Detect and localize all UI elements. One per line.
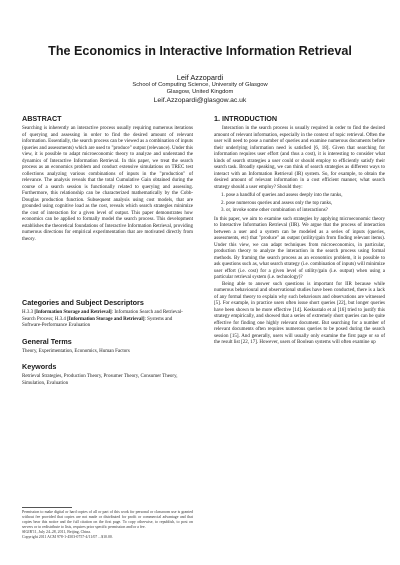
author-email[interactable]: Leif.Azzopardi@glasgow.ac.uk <box>153 96 247 104</box>
author-location: Glasgow, United Kingdom <box>166 89 234 96</box>
intro-paragraph-1: Interaction in the search process is usually required in order to find the desired amount of relevant information, especially in the context of topic retrieval. Often the user will need to pose a number of queries and examine numerous documents before their underlying information need is satisfied [6, 18]. Given that searching for information requires user effort (and thus a cost), it is interesting to consider what kinds of search strategies a user could or should employ to efficiently satisfy their search task. Broadly speaking, we can think of search strategies as different ways to interact with an Information Retrieval (IR) system. So, for example, to obtain the desired amount of relevant information in a cost efficient manner, what search strategy should a user employ? Should they: <box>214 126 385 190</box>
list-item: 1. pose a handful of queries and assess deeply into the ranks, <box>226 193 385 200</box>
general-terms-text: Theory, Experimentation, Economics, Human Factors <box>22 349 130 354</box>
categories-text: H.3.3 [Information Storage and Retrieval]: Information Search and Retrieval-Search Process; H.3.4 [Information Storage and Retrieval]: Systems and Software-Performance Evaluation <box>22 310 183 328</box>
list-item: 2. pose numerous queries and assess only the top ranks, <box>226 201 385 208</box>
author-block <box>0 73 400 105</box>
author-affiliation: School of Computing Science, University of Glasgow <box>132 82 268 88</box>
footnote-divider <box>22 507 72 508</box>
introduction-section <box>214 114 385 347</box>
keywords-heading: Keywords <box>22 362 57 371</box>
conference-venue: SIGIR'11, July 24–28, 2011, Beijing, China. <box>22 530 91 534</box>
intro-paragraph-2: In this paper, we aim to examine such strategies by applying microeconomic theory to Interactive Information Retrieval (IIR). We argue that the process of interaction between a user and a system can be modeled as a series of inputs (queries, assessments, etc) that "produce" an output (utility/gain from finding relevant items). Under this view, we can adapt techniques from microeconomics, in particular, production theory to analyze the interaction in the search process using formal methods. By framing the search process as an economics problem, it is possible to ask questions such as, what search strategy (i.e. combination of inputs) will minimize user effort (i.e. cost) for a given level of utility/gain (i.e. output) when using a particular retrieval system (i.e. technology)? <box>214 216 385 280</box>
list-item: 3. or, invoke some other combination of interactions? <box>226 208 385 215</box>
general-terms-heading: General Terms <box>22 337 72 346</box>
copyright-line: Copyright 2011 ACM 978-1-4503-0757-4/11/07 ...$10.00. <box>22 535 113 539</box>
keywords-section <box>22 362 193 387</box>
abstract-heading: ABSTRACT <box>22 114 62 123</box>
paper-title: The Economics in Interactive Information Retrieval <box>48 44 352 58</box>
intro-paragraph-3: Being able to answer such questions is important for IIR because while numerous behavioural and observational studies have been conducted, there is a lack of any formal theory to explain why such behaviours and observations are witnessed [5]. For example, in practice users often issue short queries [22], but longer queries have been shown to be more effective [14]. Keskustalo et al [16] tried to justify this strategy empirically, and showed that a series of extremely short queries can be quite effective for finding one highly relevant document. But searching for a number of relevant documents often requires numerous queries to be posed during the search session [15]. And generally, users will usually only examine the first page or so of the result list [22, 17]. However, users of Boolean systems will often examine up <box>214 281 385 345</box>
general-terms-section <box>22 337 193 356</box>
abstract-text: Searching is inherently an interactive process usually requiring numerous iterations of querying and assessing in order to find the desired amount of relevant information. Essentially, the search process can be viewed as a combination of inputs (queries and assessments) which are used to "produce" output (relevance). Under this view, it is possible to adapt microeconomic theory to analyze and understand the dynamics of Interactive Information Retrieval. In this paper, we treat the search process as an economics problem and conduct extensive simulations on TREC test collections analyzing various combinations of inputs in the "production" of relevance. The analysis reveals that the total Cumulative Gain obtained during the course of a search session is functionally related to querying and assessing. Furthermore, this relationship can be characterized mathematically by the Cobb-Douglas production function. Subsequent analysis using cost models, that are grounded using cognitive load as the cost, reveals which search strategies minimize the cost of interaction for a given level of output. This paper demonstrates how economics can be applied to formally model the search process. This development establishes the theoretical foundations of Interactive Information Retrieval, providing numerous directions for empirical experimentation that are motivated directly from theory. <box>22 126 193 242</box>
strategy-list <box>214 193 385 215</box>
categories-section <box>22 298 193 330</box>
introduction-heading: 1. INTRODUCTION <box>214 114 278 123</box>
categories-heading: Categories and Subject Descriptors <box>22 298 144 307</box>
keywords-text: Retrieval Strategies, Production Theory, Prosumer Theory, Consumer Theory, Simulation, Evaluation <box>22 374 178 386</box>
author-name: Leif Azzopardi <box>176 73 224 82</box>
abstract-section <box>22 114 193 243</box>
permission-notice <box>22 507 193 540</box>
permission-text: Permission to make digital or hard copies of all or part of this work for personal or classroom use is granted without fee provided that copies are not made or distributed for profit or commercial advantage and that copies bear this notice and the full citation on the first page. To copy otherwise, to republish, to post on servers or to redistribute to lists, requires prior specific permission and/or a fee. <box>22 510 193 529</box>
